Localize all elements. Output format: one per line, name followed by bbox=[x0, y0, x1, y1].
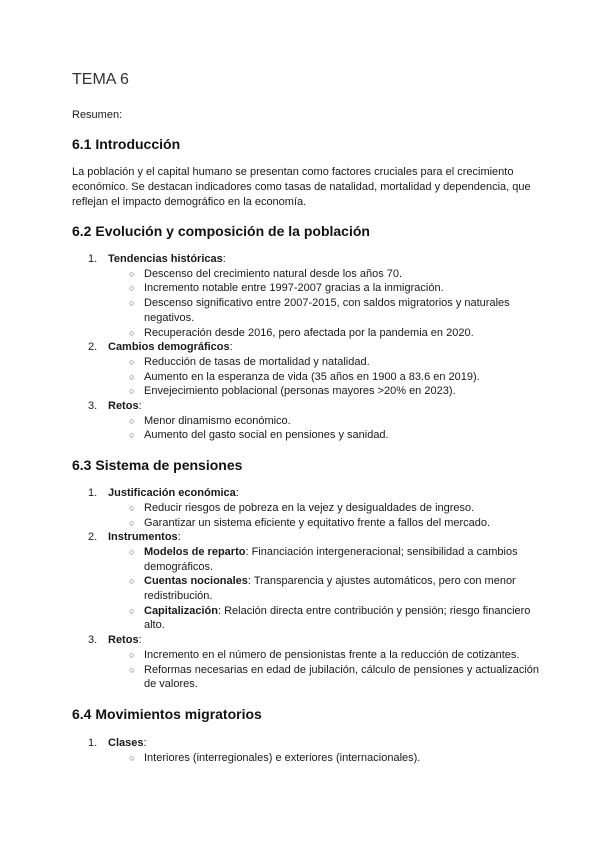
bullet-item bbox=[108, 574, 547, 603]
list-item-label: Tendencias históricas bbox=[108, 253, 223, 265]
hollow-circle-bullet-icon: ○ bbox=[129, 283, 135, 294]
hollow-circle-bullet-icon: ○ bbox=[129, 371, 135, 382]
bullet-item bbox=[108, 384, 547, 399]
hollow-circle-bullet-icon: ○ bbox=[129, 327, 135, 338]
bullet-list bbox=[108, 267, 547, 341]
bullet-text: Descenso del crecimiento natural desde los años 70. bbox=[144, 267, 403, 280]
bullet-item bbox=[108, 428, 547, 443]
hollow-circle-bullet-icon: ○ bbox=[129, 386, 135, 397]
hollow-circle-bullet-icon: ○ bbox=[129, 356, 135, 367]
section-heading: 6.1 Introducción bbox=[72, 136, 181, 152]
list-item-label: Retos bbox=[108, 634, 139, 647]
bullet-text: Descenso significativo entre 2007-2015, con saldos migratorios y naturales negativos. bbox=[144, 297, 510, 324]
bullet-item bbox=[108, 281, 547, 296]
bullet-text: Envejecimiento poblacional (personas mayores >20% en 2023). bbox=[144, 385, 456, 398]
bullet-list bbox=[108, 414, 547, 443]
bullet-item bbox=[108, 355, 547, 370]
bullet-item bbox=[108, 267, 547, 282]
hollow-circle-bullet-icon: ○ bbox=[129, 415, 135, 426]
hollow-circle-bullet-icon: ○ bbox=[129, 664, 135, 675]
hollow-circle-bullet-icon: ○ bbox=[129, 268, 135, 279]
bullet-item bbox=[108, 545, 547, 574]
list-item: 2. Instrumentos: ○ Modelos de reparto: Financiación intergeneracional; sensibilidad a cambios demográficos. ○ Cuentas nocionales: Transparencia y ajustes automáticos, pero con menor redistribución. ○ Capitalización: Relación directa entre contribución y pensión; riesgo financiero alto. bbox=[72, 530, 547, 633]
section-list bbox=[72, 736, 547, 765]
section-list bbox=[72, 252, 547, 443]
hollow-circle-bullet-icon: ○ bbox=[129, 517, 135, 528]
list-number: 1. bbox=[88, 736, 98, 749]
bullet-text: Garantizar un sistema eficiente y equitativo frente a fallos del mercado. bbox=[144, 516, 491, 529]
list-item: 1. Tendencias históricas: ○ Descenso del crecimiento natural desde los años 70. ○ Incremento notable entre 1997-2007 gracias a la inmigración. ○ Descenso significativo entre 2007-2015, con saldos migratorios y naturales negativos. ○ Recuperación desde 2016, pero afectada por la pandemia en 2020. bbox=[72, 252, 547, 340]
numbered-list bbox=[72, 486, 547, 692]
bullet-text: : Financiación intergeneracional; sensibilidad a cambios demográficos. bbox=[144, 545, 518, 573]
section-heading: 6.4 Movimientos migratorios bbox=[72, 705, 262, 722]
bullet-text: Aumento en la esperanza de vida (35 años en 1900 a 83.6 en 2019). bbox=[144, 370, 480, 383]
list-item: 2. Cambios demográficos: ○ Reducción de tasas de mortalidad y natalidad. ○ Aumento en la esperanza de vida (35 años en 1900 a 83.6 en 2019). ○ Envejecimiento poblacional (personas mayores >20% en 2023). bbox=[72, 340, 547, 399]
list-item: 3. Retos: ○ Incremento en el número de pensionistas frente a la reducción de cotizantes. ○ Reformas necesarias en edad de jubilación, cálculo de pensiones y actualización de valores. bbox=[72, 633, 547, 692]
bullet-text: Menor dinamismo económico. bbox=[144, 414, 291, 427]
bullet-item bbox=[108, 516, 547, 531]
bullet-item bbox=[108, 604, 547, 633]
bullet-list bbox=[108, 751, 547, 766]
section-list bbox=[72, 486, 547, 692]
list-item-label: Clases bbox=[108, 736, 144, 749]
list-number: 1. bbox=[88, 487, 98, 500]
list-number: 3. bbox=[88, 634, 98, 647]
bullet-text: Reducir riesgos de pobreza en la vejez y desigualdades de ingreso. bbox=[144, 501, 475, 514]
bullet-term: Modelos de reparto bbox=[144, 545, 246, 558]
section-heading: 6.2 Evolución y composición de la población bbox=[72, 223, 370, 239]
hollow-circle-bullet-icon: ○ bbox=[129, 649, 135, 660]
bullet-list bbox=[108, 648, 547, 692]
hollow-circle-bullet-icon: ○ bbox=[129, 752, 135, 763]
list-item-label: Justificación económica bbox=[108, 487, 236, 500]
bullet-item bbox=[108, 501, 547, 516]
section-heading: 6.3 Sistema de pensiones bbox=[72, 457, 243, 474]
list-number: 2. bbox=[88, 341, 98, 354]
list-item-label: Cambios demográficos bbox=[108, 341, 230, 354]
list-item: 3. Retos: ○ Menor dinamismo económico. ○ Aumento del gasto social en pensiones y sanidad. bbox=[72, 399, 547, 443]
list-number: 2. bbox=[88, 531, 98, 544]
document-title: TEMA 6 bbox=[72, 71, 129, 88]
hollow-circle-bullet-icon: ○ bbox=[129, 605, 135, 616]
hollow-circle-bullet-icon: ○ bbox=[129, 576, 135, 587]
summary-label: Resumen: bbox=[72, 109, 123, 121]
list-number: 3. bbox=[88, 400, 98, 413]
bullet-text: : Transparencia y ajustes automáticos, pero con menor redistribución. bbox=[144, 575, 516, 603]
bullet-item bbox=[108, 648, 547, 663]
bullet-list bbox=[108, 501, 547, 530]
bullet-text: Interiores (interregionales) e exteriores (internacionales). bbox=[144, 751, 421, 764]
numbered-list bbox=[72, 736, 547, 765]
bullet-item bbox=[108, 370, 547, 385]
bullet-term: Capitalización bbox=[144, 604, 218, 617]
hollow-circle-bullet-icon: ○ bbox=[129, 502, 135, 513]
bullet-item bbox=[108, 414, 547, 429]
bullet-text: Reducción de tasas de mortalidad y natalidad. bbox=[144, 355, 370, 368]
bullet-item bbox=[108, 326, 547, 341]
list-item: 1. Justificación económica: ○ Reducir riesgos de pobreza en la vejez y desigualdades de ingreso. ○ Garantizar un sistema eficiente y equitativo frente a fallos del mercado. bbox=[72, 486, 547, 530]
bullet-item bbox=[108, 663, 547, 692]
bullet-term: Cuentas nocionales bbox=[144, 575, 248, 588]
bullet-text: Recuperación desde 2016, pero afectada por la pandemia en 2020. bbox=[144, 326, 474, 339]
bullet-text: Incremento en el número de pensionistas frente a la reducción de cotizantes. bbox=[144, 648, 520, 661]
list-item-label: Instrumentos bbox=[108, 531, 178, 544]
list-item: 1. Clases: ○ Interiores (interregionales) e exteriores (internacionales). bbox=[72, 736, 547, 765]
hollow-circle-bullet-icon: ○ bbox=[129, 298, 135, 309]
bullet-item bbox=[108, 296, 547, 325]
section-paragraph: La población y el capital humano se presentan como factores cruciales para el crecimiento económico. Se destacan indicadores como tasas de natalidad, mortalidad y dependencia, que reflejan el impacto demográfico en la economía. bbox=[72, 166, 531, 208]
hollow-circle-bullet-icon: ○ bbox=[129, 546, 135, 557]
hollow-circle-bullet-icon: ○ bbox=[129, 430, 135, 441]
bullet-list bbox=[108, 355, 547, 399]
numbered-list bbox=[72, 252, 547, 443]
bullet-text: : Relación directa entre contribución y pensión; riesgo financiero alto. bbox=[144, 604, 531, 632]
list-item-label: Retos bbox=[108, 400, 139, 413]
bullet-list bbox=[108, 545, 547, 633]
bullet-text: Reformas necesarias en edad de jubilación, cálculo de pensiones y actualización de valores. bbox=[144, 663, 540, 691]
bullet-item bbox=[108, 751, 547, 766]
bullet-text: Incremento notable entre 1997-2007 gracias a la inmigración. bbox=[144, 282, 444, 295]
list-number: 1. bbox=[88, 253, 98, 265]
bullet-text: Aumento del gasto social en pensiones y sanidad. bbox=[144, 429, 389, 442]
